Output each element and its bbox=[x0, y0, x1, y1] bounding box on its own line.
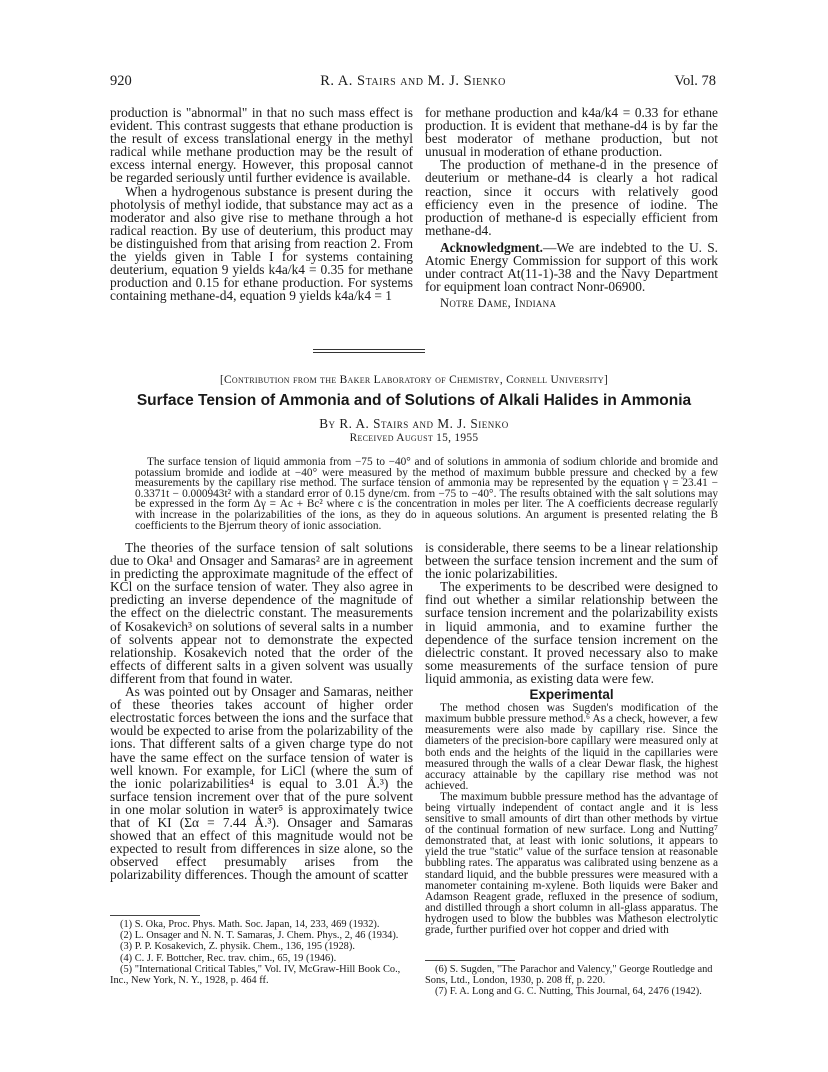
received-date: Received August 15, 1955 bbox=[349, 432, 479, 444]
paragraph: The method chosen was Sugden's modification of the maximum bubble pressure method.⁶ As a check, however, a few measurements were also made by capillary rise. Since the diameters of the precision-bore capillary were measured only at both ends and the heights of the liquid in the capillaries were measured through the walls of a clear Dewar flask, the highest accuracy attainable by the capillary rise method was not achieved. bbox=[425, 702, 718, 792]
abstract: The surface tension of liquid ammonia from −75 to −40° and of solutions in ammonia of sodium chloride and bromide and potassium bromide and iodide at −40° were measured by the method of maximum bubble pressure and checked by a few measurements by the capillary rise method. The surface tension of ammonia may be represented by the equation γ = 23.41 − 0.3371t − 0.000943t² with a standard error of 0.15 dyne/cm. from −75 to −40°. The results obtained with the salt solutions may be expressed in the form Δγ = Ac + Bc² where c is the concentration in moles per liter. The A coefficients decrease regularly with increase in the polarizabilities of the ions, as they do in aqueous solutions. An argument is presented relating the B coefficients to the Bjerrum theory of ionic association. bbox=[135, 456, 718, 532]
body-right-column bbox=[425, 541, 718, 936]
footnote-rule bbox=[425, 960, 515, 961]
footnote: (1) S. Oka, Proc. Phys. Math. Soc. Japan, 14, 233, 469 (1932). bbox=[120, 919, 380, 930]
footnote: (3) P. P. Kosakevich, Z. physik. Chem., 136, 195 (1928). bbox=[120, 941, 355, 953]
footnote: (5) "International Critical Tables," Vol. IV, McGraw-Hill Book Co., Inc., New York, N. Y., 1928, p. 464 ff. bbox=[110, 963, 401, 987]
previous-article-right-column bbox=[425, 106, 718, 310]
page-number: 920 bbox=[110, 73, 132, 89]
contribution-line: [Contribution from the Baker Laboratory of Chemistry, Cornell University] bbox=[219, 374, 609, 386]
section-heading: Experimental bbox=[529, 687, 614, 703]
acknowledgment-text: —We are indebted to the U. S. Atomic Energy Commission for support of this work under contract At(11-1)-38 and the Navy Department for equipment loan contract Nonr-06900. bbox=[425, 239, 718, 295]
footnotes-left bbox=[110, 919, 413, 986]
running-title: R. A. Stairs and M. J. Sienko bbox=[320, 73, 506, 89]
paragraph: is considerable, there seems to be a linear relationship between the surface tension increment and the sum of the ionic polarizabilities. bbox=[425, 540, 718, 582]
paragraph: for methane production and k4a/k4 = 0.33 for ethane production. It is evident that methane-d4 is by far the best moderator of methane production, but not unusual in moderation of ethane production. bbox=[425, 105, 718, 160]
paragraph: The maximum bubble pressure method has the advantage of being virtually independent of contact angle and it is less sensitive to small amounts of dirt than other methods by virtue of the continual formation of new surface. Long and Nutting⁷ demonstrated that, at least with ionic solutions, it appears to yield the true "static" value of the surface tension at reasonable bubbling rates. The apparatus was calibrated using benzene as a standard liquid, and the bubble pressures were measured with a manometer containing m-xylene. Both liquids were Baker and Adamson Reagent grade, refluxed in the presence of sodium, and distilled through a short column in all-glass apparatus. The hydrogen used to blow the bubbles was Matheson electrolytic grade, further purified over hot copper and dried with bbox=[425, 790, 718, 936]
acknowledgment-title: Acknowledgment. bbox=[440, 239, 544, 255]
paragraph: The experiments to be described were designed to find out whether a similar relationship between the surface tension increment and the polarizability exists in liquid ammonia, and to examine further the dependence of the surface tension increment on the dielectric constant. It proved necessary also to make some measurements of the surface tension of pure liquid ammonia, as existing data were few. bbox=[425, 579, 718, 686]
volume-label: Vol. 78 bbox=[674, 73, 716, 89]
footnote: (6) S. Sugden, "The Parachor and Valency," George Routledge and Sons, Ltd., London, 1930, p. 208 ff, p. 220. bbox=[425, 964, 713, 987]
paragraph: The production of methane-d in the presence of deuterium or methane-d4 is clearly a hot radical reaction, since it occurs with relatively good efficiency even in the presence of iodine. The production of methane-d is especially efficient from methane-d4. bbox=[425, 157, 718, 238]
article-divider bbox=[313, 349, 425, 350]
footnote-rule bbox=[110, 915, 200, 916]
body-left-column bbox=[110, 541, 413, 881]
previous-article-left-column bbox=[110, 106, 413, 302]
footnote: (2) L. Onsager and N. N. T. Samaras, J. Chem. Phys., 2, 46 (1934). bbox=[120, 930, 399, 942]
paragraph: As was pointed out by Onsager and Samaras, neither of these theories takes account of higher order electrostatic forces between the ions and the surface that would be expected to arise from the polarizability of the ions. That different salts of a given charge type do not have the same effect on the surface tension of water is well known. For example, for LiCl (where the sum of the ionic polarizabilities⁴ is equal to 3.01 Å.³) the surface tension increment over that of the pure solvent in one molar solution in water⁵ is approximately twice that of KI (Σα = 7.44 Å.³). Onsager and Samaras showed that an effect of this magnitude would not be expected to result from differences in size alone, so the observed effect presumably arises from the polarizability differences. Though the amount of scatter bbox=[110, 684, 413, 883]
footnote: (4) C. J. F. Bottcher, Rec. trav. chim., 65, 19 (1946). bbox=[120, 952, 337, 964]
footnotes-right bbox=[425, 964, 718, 998]
paragraph: The theories of the surface tension of salt solutions due to Oka¹ and Onsager and Samaras² are in agreement in predicting the approximate magnitude of the effect of KCl on the surface tension of water. They also agree in predicting an inverse dependence of the magnitude of the effect on the dielectric constant. The measurements of Kosakevich³ on solutions of several salts in a number of solvents appear not to demonstrate the expected relationship. Kosakevich noted that the order of the effects of different salts in a given solvent was usually different from that found in water. bbox=[110, 540, 413, 686]
paragraph: production is "abnormal" in that no such mass effect is evident. This contrast suggests that ethane production is the result of excess translational energy in the methyl radical while methane production may be the result of excess internal energy. However, this proposal cannot be regarded seriously until further evidence is available. bbox=[110, 105, 413, 186]
paragraph: When a hydrogenous substance is present during the photolysis of methyl iodide, that substance may act as a moderator and also give rise to methane through a hot radical reaction. By use of deuterium, this product may be distinguished from that arising from reaction 2. From the yields given in Table I for systems containing deuterium, equation 9 yields k4a/k4 = 0.35 for methane production and 0.15 for ethane production. For systems containing methane-d4, equation 9 yields k4a/k4 = 1 bbox=[110, 183, 413, 304]
affiliation-city: Notre Dame, Indiana bbox=[440, 296, 557, 311]
article-divider bbox=[313, 352, 425, 353]
footnote: (7) F. A. Long and G. C. Nutting, This Journal, 64, 2476 (1942). bbox=[435, 986, 702, 998]
article-title: Surface Tension of Ammonia and of Solutions of Alkali Halides in Ammonia bbox=[136, 392, 692, 409]
byline: By R. A. Stairs and M. J. Sienko bbox=[319, 416, 509, 431]
running-header bbox=[110, 73, 716, 89]
acknowledgment bbox=[425, 241, 718, 293]
